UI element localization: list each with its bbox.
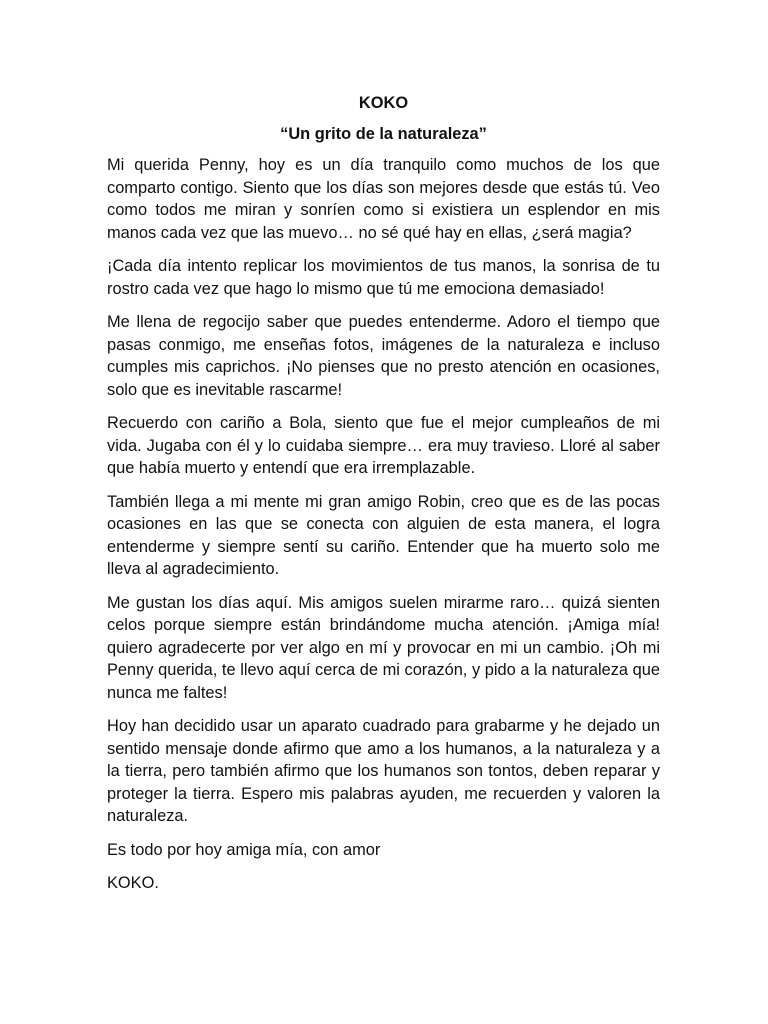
paragraph: Me gustan los días aquí. Mis amigos suelen mirarme raro… quizá sienten celos porque siempre están brindándome mucha atención. ¡Amiga mía! quiero agradecerte por ver algo en mí y provocar en mi un cambio. ¡Oh mi Penny querida, te llevo aquí cerca de mi corazón, y pido a la naturaleza que nunca me faltes!	[107, 593, 660, 702]
signature: KOKO.	[107, 874, 159, 892]
paragraph: Hoy han decidido usar un aparato cuadrado para grabarme y he dejado un sentido mensaje donde afirmo que amo a los humanos, a la naturaleza y a la tierra, pero también afirmo que los humanos son tontos, deben reparar y proteger la tierra. Espero mis palabras ayuden, me recuerden y valoren la naturaleza.	[107, 717, 660, 825]
paragraph: También llega a mi mente mi gran amigo Robin, creo que es de las pocas ocasiones en las que se conecta con alguien de esta manera, el logra entenderme y siempre sentí su cariño. Entender que ha muerto solo me lleva al agradecimiento.	[107, 492, 660, 578]
closing-line: Es todo por hoy amiga mía, con amor	[107, 840, 381, 859]
paragraph: Mi querida Penny, hoy es un día tranquilo como muchos de los que comparto contigo. Siento que los días son mejores desde que estás tú. Veo como todos me miran y sonríen como si existiera un esplendor en mis manos cada vez que las muevo… no sé qué hay en ellas, ¿será magia?	[107, 156, 660, 242]
document-page	[107, 92, 660, 906]
document-subtitle: “Un grito de la naturaleza”	[280, 124, 487, 143]
document-title: KOKO	[358, 94, 409, 112]
paragraph: Me llena de regocijo saber que puedes entenderme. Adoro el tiempo que pasas conmigo, me enseñas fotos, imágenes de la naturaleza e incluso cumples mis caprichos. ¡No pienses que no presto atención en ocasiones, solo que es inevitable rascarme!	[107, 313, 660, 399]
paragraph: Recuerdo con cariño a Bola, siento que fue el mejor cumpleaños de mi vida. Jugaba con él y lo cuidaba siempre… era muy travieso. Lloré al saber que había muerto y entendí que era irremplazable.	[107, 414, 660, 477]
paragraph: ¡Cada día intento replicar los movimientos de tus manos, la sonrisa de tu rostro cada vez que hago lo mismo que tú me emociona demasiado!	[107, 257, 660, 298]
